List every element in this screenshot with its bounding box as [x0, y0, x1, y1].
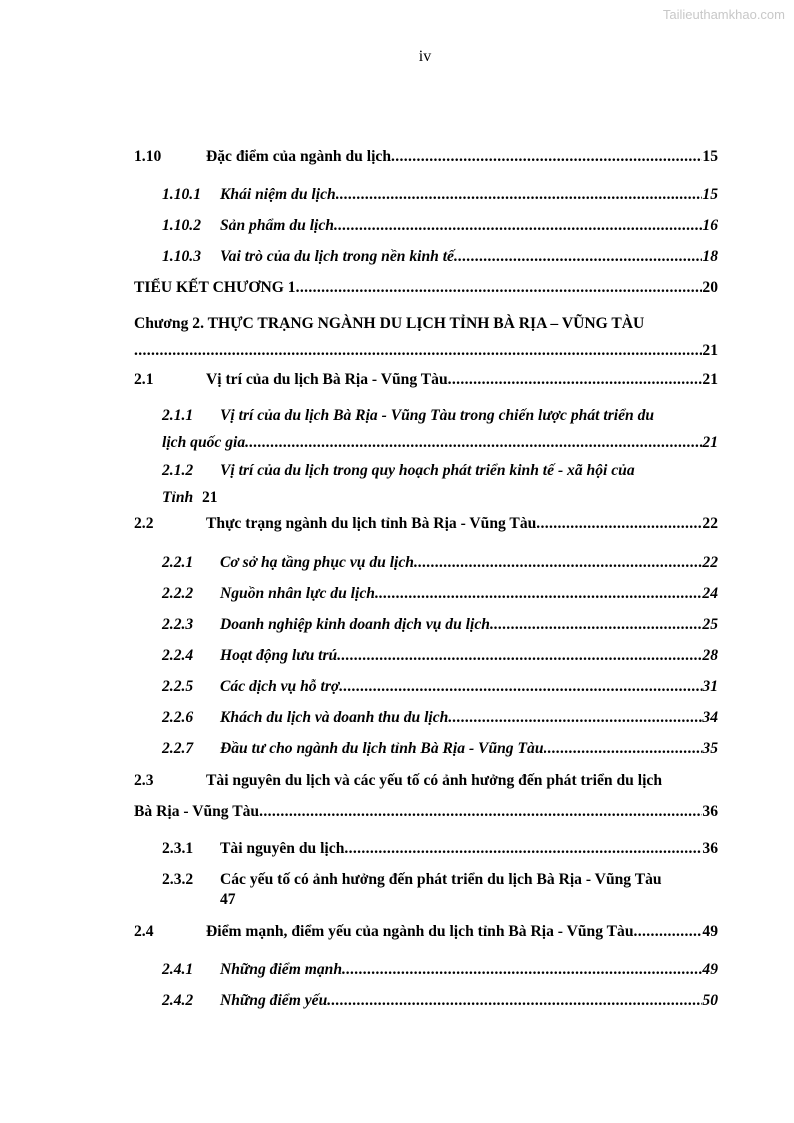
toc-number: 1.10.2 — [162, 217, 201, 234]
toc-entry-2-1[interactable] — [134, 370, 718, 390]
toc-entry-2-2-1[interactable] — [162, 553, 718, 573]
toc-leader-dots — [448, 370, 703, 390]
toc-entry-1-10-2[interactable] — [162, 216, 718, 236]
toc-entry-chapter-2[interactable] — [134, 314, 718, 361]
toc-leader-dots — [391, 147, 702, 167]
toc-page: 21 — [702, 371, 718, 388]
toc-title: Tài nguyên du lịch và các yếu tố có ảnh hưởng đến phát triển du lịch — [206, 772, 662, 789]
toc-title: Vị trí của du lịch trong quy hoạch phát triển kinh tế - xã hội của — [220, 462, 635, 479]
toc-title: Những điểm mạnh — [220, 961, 342, 978]
toc-page: 49 — [702, 961, 718, 978]
toc-page: 28 — [702, 647, 718, 664]
toc-number: 2.2.7 — [162, 740, 194, 757]
toc-title: Vai trò của du lịch trong nền kinh tế — [220, 248, 454, 265]
toc-title: Cơ sở hạ tầng phục vụ du lịch — [220, 554, 414, 571]
toc-title: Nguồn nhân lực du lịch — [220, 585, 375, 602]
toc-entry-1-10-3[interactable] — [162, 247, 718, 267]
toc-page: 20 — [702, 279, 718, 296]
toc-page: 50 — [702, 992, 718, 1009]
toc-leader-dots — [336, 185, 703, 205]
toc-title-continued: lịch quốc gia — [162, 434, 246, 451]
toc-title: Doanh nghiệp kinh doanh dịch vụ du lịch — [220, 616, 490, 633]
toc-number: 2.4 — [134, 923, 154, 940]
toc-leader-dots — [296, 278, 703, 298]
toc-title: Khái niệm du lịch — [220, 186, 336, 203]
toc-entry-2-2-7[interactable] — [162, 739, 718, 759]
toc-title-continued: Bà Rịa - Vũng Tàu — [134, 803, 260, 820]
toc-number: 2.3 — [134, 772, 154, 789]
toc-page: 49 — [702, 923, 718, 940]
toc-number: 2.2.6 — [162, 709, 194, 726]
toc-title: Vị trí của du lịch Bà Rịa - Vũng Tàu trong chiến lược phát triển du — [220, 407, 655, 424]
toc-page: 35 — [702, 740, 718, 757]
toc-title: TIỂU KẾT CHƯƠNG 1 — [134, 279, 296, 296]
toc-leader-dots — [414, 553, 702, 573]
toc-title: Đầu tư cho ngành du lịch tỉnh Bà Rịa - Vũng Tàu — [220, 740, 544, 757]
toc-leader-dots — [334, 216, 702, 236]
toc-title: Điểm mạnh, điểm yếu của ngành du lịch tỉnh Bà Rịa - Vũng Tàu — [206, 923, 634, 940]
toc-leader-dots — [245, 433, 702, 453]
toc-number: 2.1.2 — [162, 462, 194, 479]
toc-leader-dots — [634, 922, 703, 942]
toc-leader-dots — [448, 708, 702, 728]
toc-page: 21 — [702, 434, 718, 451]
toc-entry-2-3[interactable] — [134, 771, 718, 822]
toc-leader-dots — [344, 839, 702, 859]
toc-leader-dots — [327, 991, 702, 1011]
toc-number: 2.2.2 — [162, 585, 194, 602]
toc-title: Những điểm yếu — [220, 992, 328, 1009]
toc-entry-2-4[interactable] — [134, 922, 718, 942]
toc-number: 1.10 — [134, 148, 162, 165]
toc-entry-2-1-2[interactable] — [162, 461, 718, 508]
toc-page: 47 — [220, 891, 236, 908]
toc-page: 36 — [702, 840, 718, 857]
toc-leader-dots — [375, 584, 702, 604]
toc-page: 31 — [702, 678, 718, 695]
toc-leader-dots — [259, 802, 702, 822]
toc-number: 2.2.1 — [162, 554, 194, 571]
toc-page: 15 — [702, 148, 718, 165]
toc-page: 15 — [702, 186, 718, 203]
toc-title: Tài nguyên du lịch — [220, 840, 345, 857]
toc-leader-dots — [454, 247, 702, 267]
toc-number: 2.2.3 — [162, 616, 194, 633]
watermark: Tailieuthamkhao.com — [662, 7, 785, 22]
toc-page: 22 — [702, 554, 718, 571]
toc-leader-dots — [544, 739, 703, 759]
toc-page: 21 — [702, 342, 718, 359]
toc-entry-1-10-1[interactable] — [162, 185, 718, 205]
toc-number: 1.10.1 — [162, 186, 201, 203]
page-number: iv — [418, 48, 432, 65]
toc-leader-dots — [339, 677, 702, 697]
toc-entry-chapter-1-summary[interactable] — [134, 278, 718, 298]
toc-number: 2.3.1 — [162, 840, 194, 857]
toc-entry-2-4-1[interactable] — [162, 960, 718, 980]
toc-entry-2-2-6[interactable] — [162, 708, 718, 728]
toc-title: Các dịch vụ hỗ trợ — [220, 678, 340, 695]
toc-number: 2.2.4 — [162, 647, 194, 664]
toc-entry-2-4-2[interactable] — [162, 991, 718, 1011]
toc-leader-dots — [337, 646, 702, 666]
toc-title: Đặc điểm của ngành du lịch — [206, 148, 391, 165]
toc-entry-2-2-3[interactable] — [162, 615, 718, 635]
toc-title: Các yếu tố có ảnh hưởng đến phát triển du lịch Bà Rịa - Vũng Tàu — [220, 871, 662, 888]
toc-title: Vị trí của du lịch Bà Rịa - Vũng Tàu — [206, 371, 448, 388]
toc-entry-2-1-1[interactable] — [162, 406, 718, 453]
toc-leader-dots — [536, 514, 702, 534]
toc-leader-dots — [490, 615, 702, 635]
toc-number: 2.2.5 — [162, 678, 194, 695]
toc-entry-2-2[interactable] — [134, 514, 718, 534]
toc-title-continued: Tỉnh — [162, 489, 194, 506]
toc-page: 34 — [702, 709, 718, 726]
toc-title: Sản phẩm du lịch — [220, 217, 334, 234]
toc-number: 2.4.1 — [162, 961, 194, 978]
toc-page: 18 — [702, 248, 718, 265]
toc-number: 2.2 — [134, 515, 154, 532]
toc-page: 25 — [702, 616, 718, 633]
toc-page: 16 — [702, 217, 718, 234]
toc-page: 36 — [702, 803, 718, 820]
toc-number: 2.4.2 — [162, 992, 194, 1009]
toc-title: Chương 2. THỰC TRẠNG NGÀNH DU LỊCH TỈNH BÀ RỊA – VŨNG TÀU — [134, 315, 645, 332]
toc-page: 22 — [702, 515, 718, 532]
toc-number: 1.10.3 — [162, 248, 201, 265]
toc-page: 24 — [702, 585, 718, 602]
toc-number: 2.1.1 — [162, 407, 194, 424]
toc-leader-dots — [134, 341, 702, 361]
toc-entry-2-2-4[interactable] — [162, 646, 718, 666]
toc-entry-2-2-5[interactable] — [162, 677, 718, 697]
toc-page: 21 — [202, 489, 218, 506]
toc-number: 2.1 — [134, 371, 154, 388]
toc-title: Hoạt động lưu trú — [220, 647, 338, 664]
toc-entry-1-10[interactable] — [134, 147, 718, 167]
toc-number: 2.3.2 — [162, 871, 194, 888]
toc-entry-2-3-1[interactable] — [162, 839, 718, 859]
toc-entry-2-2-2[interactable] — [162, 584, 718, 604]
toc-title: Thực trạng ngành du lịch tỉnh Bà Rịa - Vũng Tàu — [206, 515, 537, 532]
toc-leader-dots — [342, 960, 702, 980]
toc-entry-2-3-2[interactable] — [162, 870, 718, 910]
toc-title: Khách du lịch và doanh thu du lịch — [220, 709, 449, 726]
